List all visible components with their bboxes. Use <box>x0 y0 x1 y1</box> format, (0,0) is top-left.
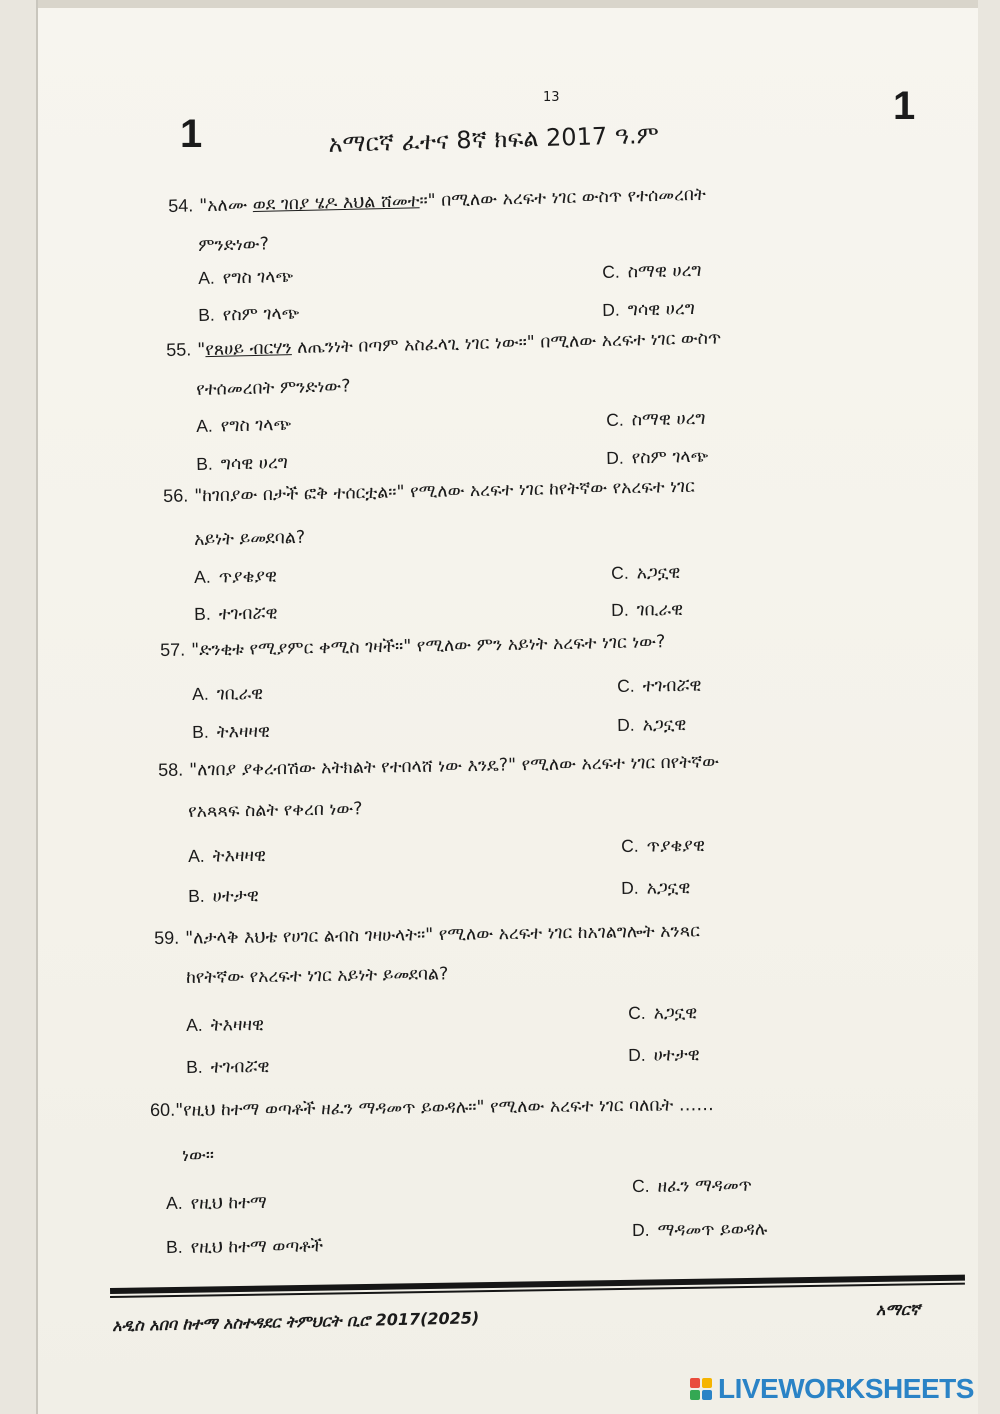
question-number: 57. <box>160 639 186 660</box>
option-letter: A. <box>188 845 205 866</box>
question-continuation: ከየትኛው የአረፍተ ነገር አይነት ይመደባል? <box>186 964 449 988</box>
option-letter: C. <box>632 1175 650 1196</box>
option-text: የግስ ገላጭ <box>220 414 292 437</box>
footer-subject: አማርኛ <box>876 1300 920 1319</box>
question-number: 58. <box>158 759 184 780</box>
option-text: ሀተታዊ <box>212 885 259 907</box>
liveworksheets-watermark <box>690 1374 974 1404</box>
option-b[interactable] <box>194 602 278 625</box>
scan-edge <box>38 0 978 8</box>
question-text: "ለገበያ ያቀረብሽው አትክልት የተበላሸ ነው እንዴ?" የሚለው አረፍተ ነገር በየትኛው <box>189 752 720 781</box>
option-text: ግሳዊ ሀረግ <box>627 298 696 321</box>
option-letter: D. <box>611 599 629 620</box>
option-letter: D. <box>602 299 620 320</box>
question-number: 59. <box>154 927 180 948</box>
footer-issuer: አዲስ አበባ ከተማ አስተዳደር ትምህርት ቢሮ 2017(2025) <box>112 1308 480 1335</box>
question-text: " <box>197 340 206 361</box>
option-letter: B. <box>194 603 211 624</box>
option-text: ገቢራዊ <box>636 599 684 621</box>
option-text: ዘፈን ማዳመጥ <box>657 1175 753 1197</box>
option-b[interactable] <box>166 1235 323 1258</box>
option-text: ትእዛዛዊ <box>212 845 267 867</box>
option-letter: A. <box>198 267 215 288</box>
option-text: ጥያቄያዊ <box>646 835 706 857</box>
option-text: ትእዛዛዊ <box>210 1014 265 1036</box>
option-a[interactable] <box>192 683 263 705</box>
option-letter: C. <box>611 562 629 583</box>
option-a[interactable] <box>166 1192 267 1214</box>
option-b[interactable] <box>192 721 270 743</box>
question-continuation: የተሰመረበት ምንድነው? <box>196 376 351 400</box>
corner-mark-right: 1 <box>893 84 916 128</box>
option-text: ማዳመጥ ይወዳሉ <box>657 1219 768 1241</box>
option-b[interactable] <box>188 885 259 907</box>
option-letter: A. <box>166 1192 183 1213</box>
option-a[interactable] <box>186 1014 264 1036</box>
option-letter: D. <box>628 1044 646 1065</box>
logo-square <box>690 1390 700 1400</box>
option-letter: A. <box>186 1014 203 1035</box>
option-letter: B. <box>196 453 213 474</box>
option-d[interactable] <box>606 446 708 469</box>
option-text: አጋኗዊ <box>642 714 687 736</box>
option-c[interactable] <box>628 1002 697 1024</box>
page-number: 13 <box>543 90 560 105</box>
option-text: የግስ ገላጭ <box>222 266 294 289</box>
question-number: 60. <box>150 1099 176 1120</box>
liveworksheets-logo-icon <box>690 1378 712 1400</box>
question-number: 54. <box>168 195 194 216</box>
option-text: የዚህ ከተማ ወጣቶች <box>190 1236 324 1258</box>
option-letter: C. <box>621 835 639 856</box>
question-number: 56. <box>163 485 189 506</box>
option-a[interactable] <box>188 845 266 867</box>
option-text: ተገብሯዊ <box>210 1056 270 1078</box>
option-d[interactable] <box>628 1044 700 1066</box>
option-text: የዚህ ከተማ <box>190 1192 267 1214</box>
option-d[interactable] <box>602 298 695 321</box>
option-text: አጋኗዊ <box>653 1003 698 1024</box>
option-text: ስማዊ ሀረግ <box>631 408 706 431</box>
option-letter: A. <box>194 566 211 587</box>
logo-square <box>702 1378 712 1388</box>
question-text: "የዚህ ከተማ ወጣቶች ዘፈን ማዳመጥ ይወዳሉ።" የሚለው አረፍተ ነገር ባለቤት …… <box>175 1095 714 1121</box>
option-letter: C. <box>606 409 624 430</box>
option-c[interactable] <box>617 675 702 697</box>
question-text-rest: ለጤንነት በጣም አስፈላጊ ነገር ነው።" በሚለው አረፍተ ነገር ውስጥ <box>291 328 722 359</box>
option-text: ጥያቄያዊ <box>218 566 278 588</box>
question-continuation: አይነት ይመደባል? <box>194 527 306 550</box>
option-b[interactable] <box>196 452 288 475</box>
option-d[interactable] <box>632 1219 767 1241</box>
option-letter: B. <box>192 721 209 742</box>
corner-mark-left: 1 <box>180 112 203 156</box>
question-number: 55. <box>166 339 192 360</box>
option-b[interactable] <box>186 1056 270 1078</box>
option-text: ተገብሯዊ <box>218 603 278 625</box>
underlined-phrase: የጸሀይ ብርሃን <box>205 338 292 361</box>
option-letter: D. <box>606 447 624 468</box>
option-d[interactable] <box>617 714 686 736</box>
question-text: "ከገበያው በታች ፎቅ ተሰርቷል።" የሚለው አረፍተ ነገር ከየትኛው የአረፍተ ነገር <box>194 476 695 507</box>
option-text: የስም ገላጭ <box>222 303 300 326</box>
option-letter: D. <box>621 877 639 898</box>
option-letter: C. <box>602 261 620 282</box>
option-letter: B. <box>198 304 215 325</box>
question-continuation: ምንድነው? <box>198 234 270 256</box>
underlined-phrase: ወደ ገበያ ሄዶ እህል ሸመተ <box>252 191 420 216</box>
option-text: አጋኗዊ <box>646 877 691 899</box>
option-c[interactable] <box>606 408 706 431</box>
option-a[interactable] <box>196 414 291 437</box>
question-text-rest: ።" በሚለው አረፍተ ነገር ውስጥ የተሰመረበት <box>419 184 706 212</box>
question-continuation: የአጻጻፍ ስልት የቀረበ ነው? <box>188 799 363 822</box>
option-letter: D. <box>632 1219 650 1240</box>
option-d[interactable] <box>621 877 690 899</box>
option-c[interactable] <box>621 835 705 857</box>
option-text: ግሳዊ ሀረግ <box>220 452 289 475</box>
option-a[interactable] <box>194 565 277 588</box>
option-c[interactable] <box>632 1175 752 1197</box>
option-c[interactable] <box>602 260 702 283</box>
watermark-text: LIVEWORKSHEETS <box>718 1373 974 1404</box>
option-text: ሀተታዊ <box>653 1044 700 1066</box>
option-b[interactable] <box>198 303 300 326</box>
option-text: ትእዛዛዊ <box>216 721 271 743</box>
option-letter: C. <box>617 675 635 696</box>
option-letter: C. <box>628 1002 646 1023</box>
question-text: "ድንቂቱ የሚያምር ቀሚስ ገዛች።" የሚለው ምን አይነት አረፍተ ነገር ነው? <box>191 632 666 661</box>
option-letter: B. <box>166 1236 183 1257</box>
option-text: ተገብሯዊ <box>642 675 702 697</box>
question-text: "አለሙ <box>199 195 253 217</box>
option-c[interactable] <box>611 562 681 584</box>
option-a[interactable] <box>198 266 293 289</box>
option-letter: B. <box>188 885 205 906</box>
option-text: የስም ገላጭ <box>631 446 709 469</box>
question-text: "ለታላቅ እህቴ የሀገር ልብስ ገዛሁላት።" የሚለው አረፍተ ነገር ከአገልግሎት አንጻር <box>185 921 700 949</box>
option-text: ስማዊ ሀረግ <box>627 260 702 283</box>
option-letter: D. <box>617 714 635 735</box>
option-text: ገቢራዊ <box>216 683 264 705</box>
logo-square <box>690 1378 700 1388</box>
logo-square <box>702 1390 712 1400</box>
option-letter: B. <box>186 1056 203 1077</box>
question-continuation: ነው። <box>182 1145 215 1166</box>
exam-title: አማርኛ ፈተና 8ኛ ክፍል 2017 ዓ.ም <box>328 120 660 158</box>
option-letter: A. <box>192 683 209 704</box>
option-text: አጋኗዊ <box>636 562 681 584</box>
option-letter: A. <box>196 415 213 436</box>
option-d[interactable] <box>611 599 683 621</box>
